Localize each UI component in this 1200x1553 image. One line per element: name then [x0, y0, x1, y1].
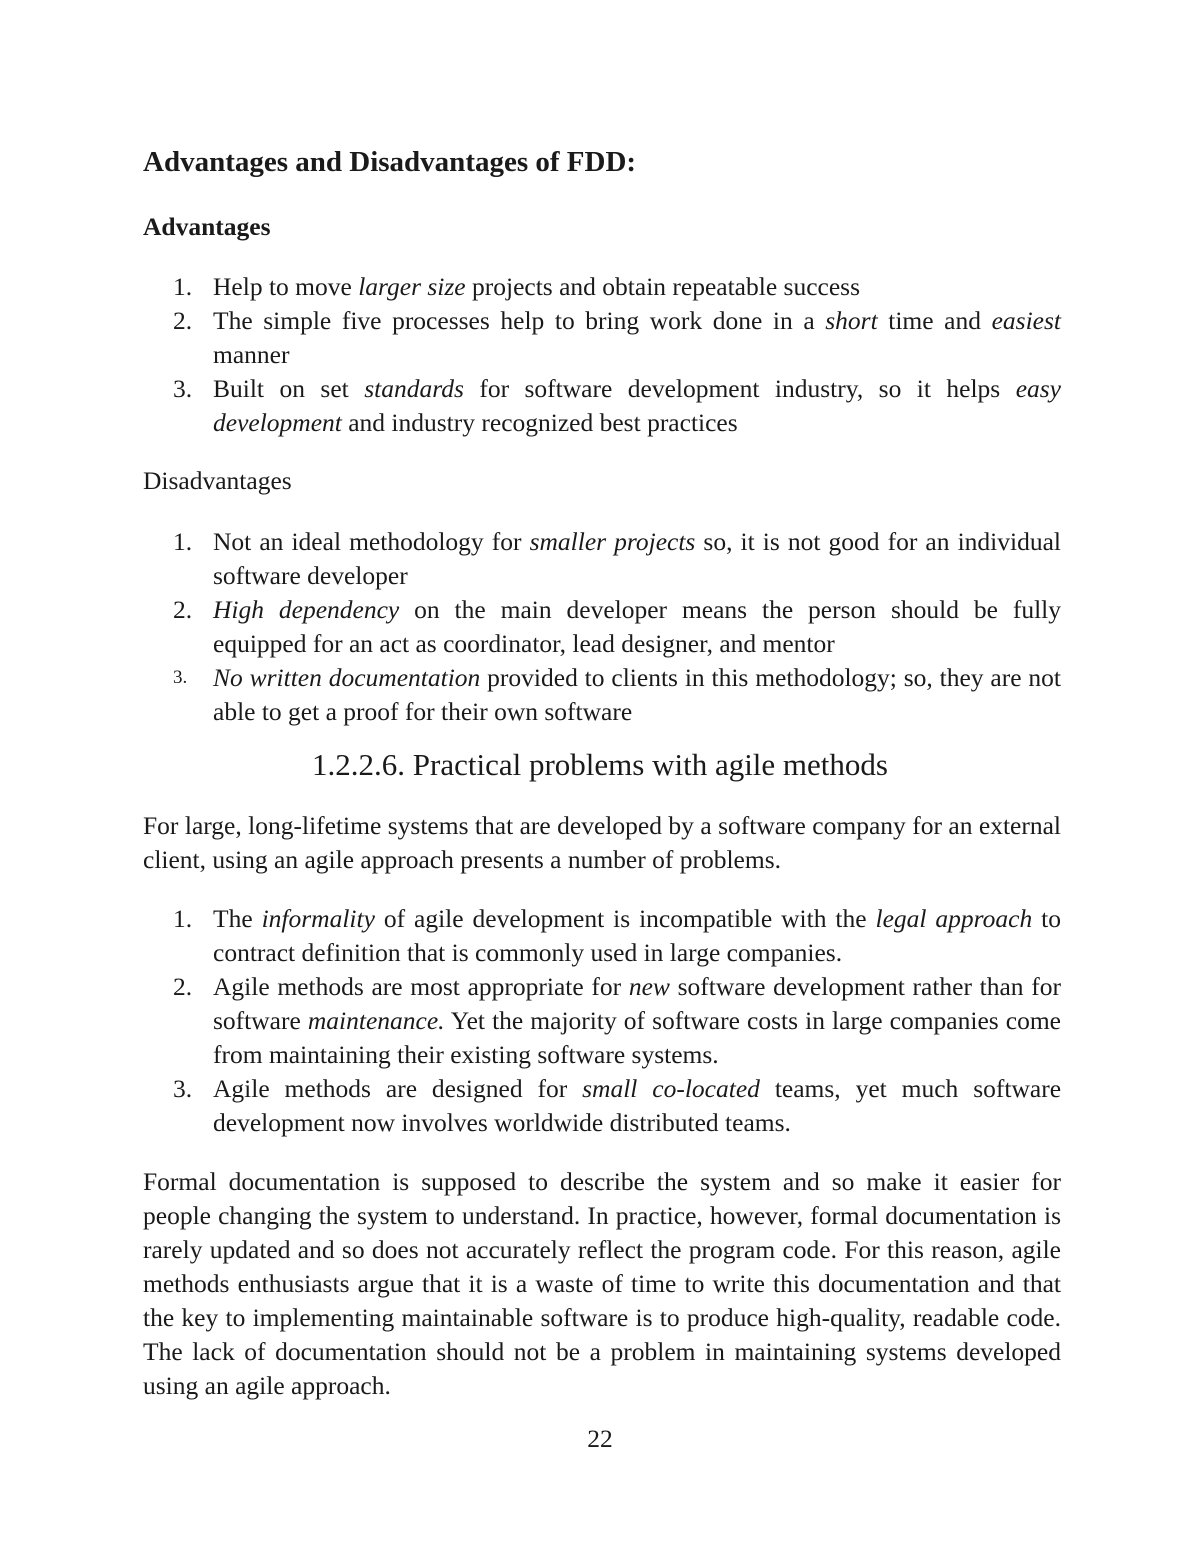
closing-paragraph: Formal documentation is supposed to describe the system and so make it easier for people changing the system to understand. In practice, however, formal documentation is rarely updated and so does not accurately reflect the program code. For this reason, agile methods enthusiasts argue that it is a waste of time to write this documentation and that the key to implementing maintainable software is to produce high-quality, readable code. The lack of documentation should not be a problem in maintaining systems developed using an agile approach. [143, 1167, 1061, 1400]
list-item: 3. Built on set standards for software development industry, so it helps easy development and industry recognized best practices [173, 374, 1061, 437]
list-item: 1. The informality of agile development is incompatible with the legal approach to contract definition that is commonly used in large companies. [173, 904, 1061, 967]
list-item: 2. High dependency on the main developer means the person should be fully equipped for an act as coordinator, lead designer, and mentor [173, 595, 1061, 658]
section-title: 1.2.2.6. Practical problems with agile methods [312, 747, 888, 782]
list-item: 2. The simple five processes help to bring work done in a short time and easiest manner [173, 306, 1061, 369]
advantages-list [143, 270, 1061, 440]
section-intro: For large, long-lifetime systems that are developed by a software company for an external client, using an agile approach presents a number of problems. [143, 811, 1061, 874]
list-item: 3. Agile methods are designed for small co-located teams, yet much software development now involves worldwide distributed teams. [173, 1074, 1062, 1137]
advantages-heading: Advantages [143, 212, 271, 241]
page-heading: Advantages and Disadvantages of FDD: [143, 146, 637, 178]
list-item: 3. No written documentation provided to clients in this methodology; so, they are not able to get a proof for their own software [173, 663, 1062, 726]
list-item: 1. Not an ideal methodology for smaller projects so, it is not good for an individual software developer [173, 527, 1061, 590]
list-item: 1. Help to move larger size projects and obtain repeatable success [173, 272, 861, 301]
page-number: 22 [587, 1424, 613, 1453]
disadvantages-heading: Disadvantages [143, 466, 292, 495]
list-item: 2. Agile methods are most appropriate for new software development rather than for software maintenance. Yet the majority of software costs in large companies come from maintaining their existing software systems. [173, 972, 1061, 1069]
problems-list [143, 902, 1061, 1140]
disadvantages-list [143, 525, 1061, 729]
